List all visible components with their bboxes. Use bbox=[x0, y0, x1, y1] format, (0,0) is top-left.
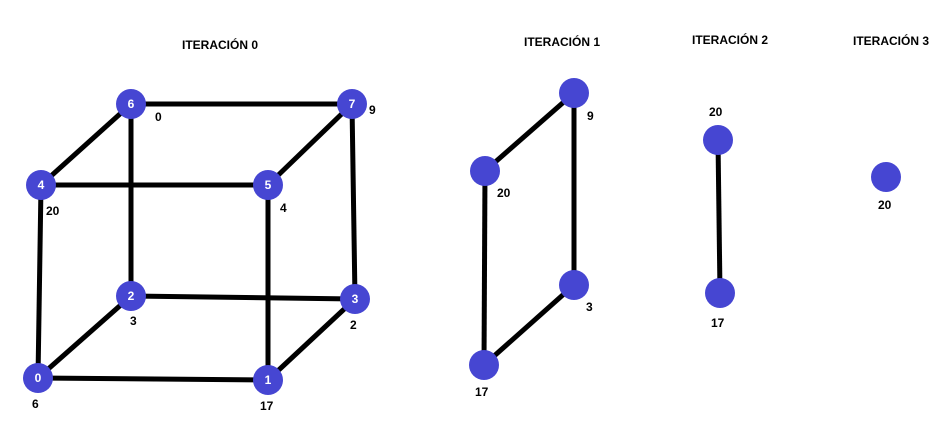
iteration-0-edges bbox=[38, 104, 355, 380]
edge-0-4 bbox=[38, 185, 41, 378]
it1-value-9: 9 bbox=[587, 109, 594, 123]
node-7-label: 7 bbox=[348, 97, 356, 111]
node-1-value: 17 bbox=[260, 399, 274, 413]
node-0-label: 0 bbox=[34, 371, 42, 385]
node-0-value: 6 bbox=[32, 397, 39, 411]
it3-value-20: 20 bbox=[878, 198, 892, 212]
edge-2-3 bbox=[131, 296, 355, 299]
it1-edge-17-3 bbox=[484, 285, 574, 365]
node-7-value: 9 bbox=[369, 103, 376, 117]
it2-edge-20-17 bbox=[718, 140, 720, 293]
it1-node-20 bbox=[470, 156, 500, 186]
it1-value-3: 3 bbox=[586, 300, 593, 314]
title-iteration-0: ITERACIÓN 0 bbox=[182, 38, 259, 52]
it2-node-20 bbox=[703, 125, 733, 155]
it2-value-17: 17 bbox=[711, 316, 725, 330]
node-1-label: 1 bbox=[264, 373, 272, 387]
iteration-1-graph bbox=[469, 78, 594, 399]
title-iteration-3: ITERACIÓN 3 bbox=[853, 34, 930, 48]
edge-1-3 bbox=[268, 299, 355, 380]
it1-node-17 bbox=[469, 350, 499, 380]
iteration-3-graph bbox=[871, 162, 901, 212]
it1-node-3 bbox=[559, 270, 589, 300]
it1-node-9 bbox=[559, 78, 589, 108]
node-6-label: 6 bbox=[127, 97, 135, 111]
it2-value-20: 20 bbox=[709, 105, 723, 119]
it1-value-17: 17 bbox=[475, 385, 489, 399]
node-3-label: 3 bbox=[351, 292, 359, 306]
it1-edge-20-17 bbox=[484, 171, 485, 365]
it1-edge-20-9 bbox=[485, 93, 574, 171]
node-2-label: 2 bbox=[127, 289, 135, 303]
title-iteration-2: ITERACIÓN 2 bbox=[692, 33, 769, 47]
edge-3-7 bbox=[352, 104, 355, 299]
it2-node-17 bbox=[705, 278, 735, 308]
title-iteration-1: ITERACIÓN 1 bbox=[524, 35, 601, 49]
edge-5-7 bbox=[268, 104, 352, 185]
node-5-value: 4 bbox=[280, 201, 287, 215]
it3-node-20 bbox=[871, 162, 901, 192]
node-4-value: 20 bbox=[46, 204, 60, 218]
iteration-2-graph bbox=[703, 105, 735, 330]
node-4-label: 4 bbox=[37, 178, 45, 192]
edge-0-2 bbox=[38, 296, 131, 378]
node-3-value: 2 bbox=[350, 318, 357, 332]
node-2-value: 3 bbox=[130, 314, 137, 328]
edge-0-1 bbox=[38, 378, 268, 380]
edge-4-6 bbox=[41, 104, 131, 185]
it1-value-20: 20 bbox=[497, 186, 511, 200]
node-5-label: 5 bbox=[264, 178, 272, 192]
node-6-value: 0 bbox=[155, 110, 162, 124]
